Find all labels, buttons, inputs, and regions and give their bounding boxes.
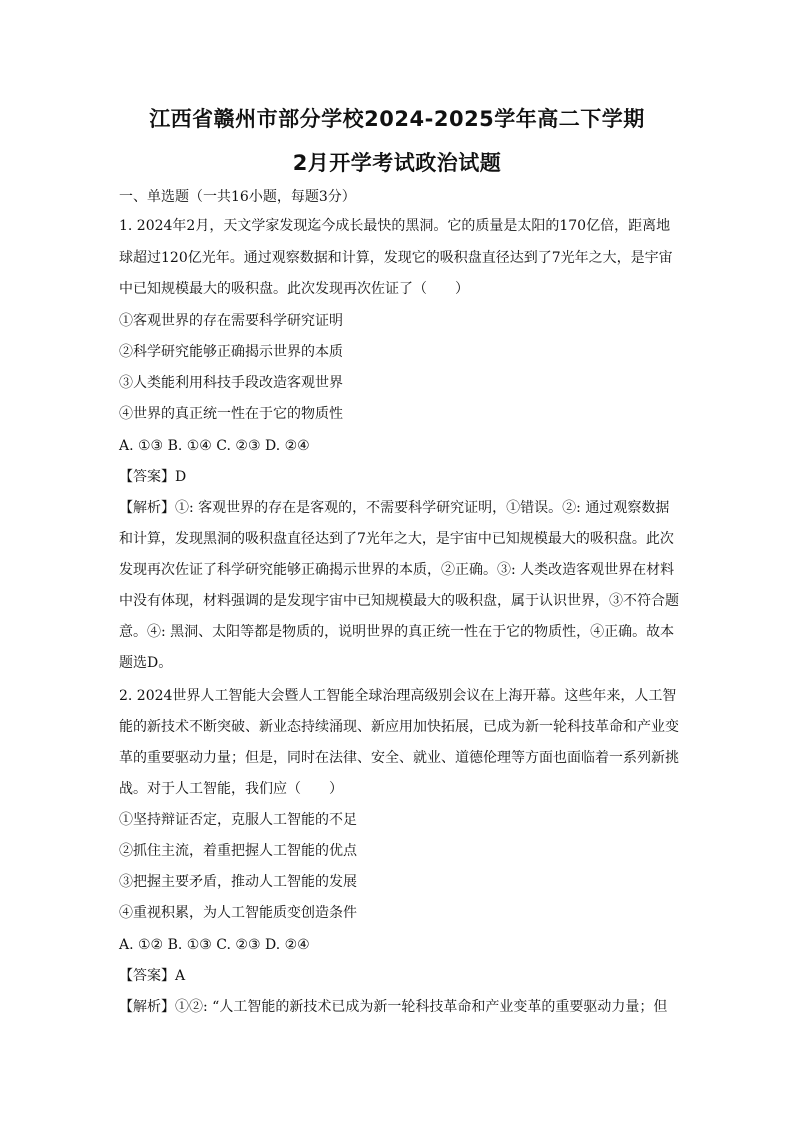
q1-stem-line: 中已知规模最大的吸积盘。此次发现再次佐证了（ ） [119,281,469,297]
q1-answer: 【答案】D [119,469,187,485]
q1-stem-line: 球超过120亿光年。通过观察数据和计算，发现它的吸积盘直径达到了7光年之大，是宇宙 [119,250,673,266]
q2-analysis-line: 【解析】①②: “人工智能的新技术已成为新一轮科技革命和产业变革的重要驱动力量；但 [119,999,668,1015]
q1-choices: A. ①③ B. ①④ C. ②③ D. ②④ [119,438,310,454]
q1-option: ③人类能利用科技手段改造客观世界 [119,375,343,391]
document-title-line2: 2月开学考试政治试题 [292,151,502,175]
q2-option: ①坚持辩证否定，克服人工智能的不足 [119,812,357,828]
q1-option: ②科学研究能够正确揭示世界的本质 [119,344,343,360]
q2-stem-line: 战。对于人工智能，我们应（ ） [119,781,343,797]
q1-option: ④世界的真正统一性在于它的物质性 [119,406,343,422]
q1-analysis-line: 发现再次佐证了科学研究能够正确揭示世界的本质，②正确。③: 人类改造客观世界在材料 [119,562,675,578]
q2-stem-line: 革的重要驱动力量；但是，同时在法律、安全、就业、道德伦理等方面也面临着一系列新挑 [119,750,679,766]
q1-stem-line: 1. 2024年2月，天文学家发现迄今成长最快的黑洞。它的质量是太阳的170亿倍，距离地 [119,218,671,234]
q2-option: ③把握主要矛盾，推动人工智能的发展 [119,874,357,890]
document-title-line1: 江西省赣州市部分学校2024-2025学年高二下学期 [149,107,645,131]
q1-analysis-line: 中没有体现，材料强调的是发现宇宙中已知规模最大的吸积盘，属于认识世界，③不符合题 [119,593,679,609]
q1-analysis-line: 题选D。 [119,655,173,671]
q1-analysis-line: 意。④: 黑洞、太阳等都是物质的，说明世界的真正统一性在于它的物质性，④正确。故本 [119,624,675,640]
q1-analysis-line: 和计算，发现黑洞的吸积盘直径达到了7光年之大，是宇宙中已知规模最大的吸积盘。此次 [119,531,674,547]
q1-analysis-line: 【解析】①: 客观世界的存在是客观的，不需要科学研究证明，①错误。②: 通过观察数据 [119,500,670,516]
q2-option: ②抓住主流，着重把握人工智能的优点 [119,843,357,859]
q2-option: ④重视积累，为人工智能质变创造条件 [119,905,357,921]
q2-stem-line: 能的新技术不断突破、新业态持续涌现、新应用加快拓展，已成为新一轮科技革命和产业变 [119,719,679,735]
q1-option: ①客观世界的存在需要科学研究证明 [119,313,343,329]
q2-choices: A. ①② B. ①③ C. ②③ D. ②④ [119,937,310,953]
section-heading: 一、单选题（一共16小题，每题3分） [119,189,356,205]
q2-answer: 【答案】A [119,968,186,984]
q2-stem-line: 2. 2024世界人工智能大会暨人工智能全球治理高级别会议在上海开幕。这些年来，人工智 [119,688,677,704]
